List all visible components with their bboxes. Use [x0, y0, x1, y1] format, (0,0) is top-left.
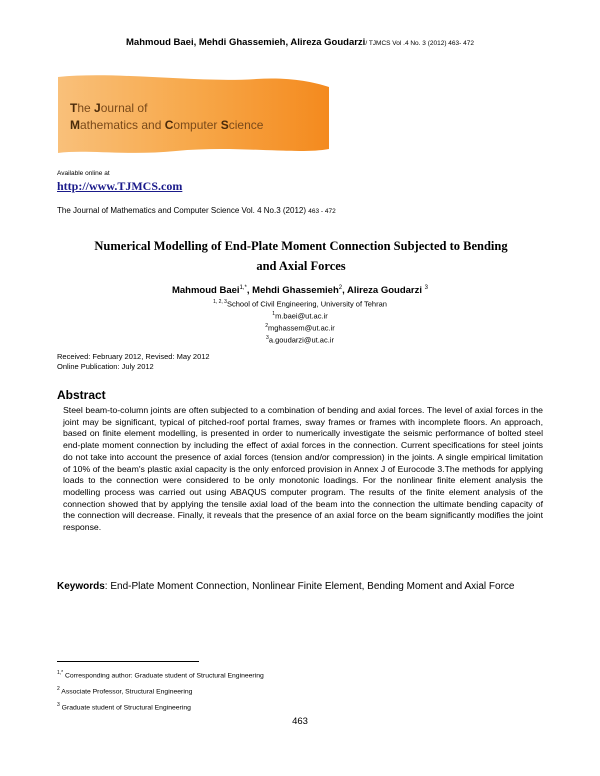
paper-title: [60, 236, 542, 276]
page-number: 463: [292, 716, 308, 727]
abstract-body: Steel beam-to-column joints are often subjected to a combination of bending and axial forces. The level of axial forces in the joint may be significant, typical of pitched-roof portal frames, sway frames or frames with incomplete floors. An approach, based on finite element modelling, is presented in order to numerically investigate the seismic performance of bolted steel end-plate moment connection by including the effect of axial forces in the connection. Current specifications for steel joints do not take into account the presence of axial forces (tension and/or compression) in the joints. A single empirical limitation of 10% of the beam's plastic axial capacity is the only enforced provision in Annex J of Eurocode 3.The methods for applying loads to the connection were considered to be only monotonic loadings. For the nonlinear finite element analysis the modelling process was carried out using ABAQUS computer program. The results of the finite element analysis of the connection showed that by applying the tensile axial load of the beam into the connection the ultimate bending capacity of the connection will decrease. Finally, it reveals that the presence of an axial force on the beam significantly modifies the joint response.: [63, 405, 543, 533]
author-1: Mahmoud Baei: [171, 285, 240, 297]
paper-title-line2: and Axial Forces: [256, 259, 346, 273]
journal-url-link[interactable]: http://www.TJMCS.com: [57, 179, 183, 193]
affiliation: $^{1, 2, 3}$School of Civil Engineering, University of Tehran: [213, 299, 387, 309]
author-3: Alireza Goudarzi: [347, 285, 423, 297]
running-head-authors: Mahmoud Baei, Mehdi Ghassemieh, Alireza Goudarzi: [126, 37, 366, 48]
keywords-label: Keywords: [57, 581, 105, 592]
journal-name-line1: The Journal of: [70, 101, 148, 115]
footnote: $^2$ Associate Professor, Structural Engineering: [57, 685, 193, 696]
author-1-sup: 1,*: [239, 285, 247, 291]
author-3-sup: 3: [424, 285, 428, 291]
email-3: $^3$a.goudarzi@ut.ac.ir: [266, 335, 334, 345]
footnote-rule: [57, 661, 199, 662]
journal-citation-text: The Journal of Mathematics and Computer Science Vol. 4 No.3 (2012): [57, 206, 307, 215]
author-list: Mahmoud Baei$^{1,*}$, Mehdi Ghassemieh$^2$, Alireza Goudarzi $^3$: [171, 285, 428, 297]
author-2: Mehdi Ghassemieh: [252, 285, 339, 297]
paper-title-line1: Numerical Modelling of End-Plate Moment Connection Subjected to Bending: [94, 239, 508, 253]
email-1: $^1$m.baei@ut.ac.ir: [272, 311, 328, 321]
journal-citation-pages: 463 - 472: [308, 208, 336, 215]
running-head: [0, 37, 600, 48]
author-2-sup: 2: [338, 285, 343, 291]
keywords: [57, 579, 547, 594]
received-date: Received: February 2012, Revised: May 2012: [57, 352, 210, 361]
journal-citation-line: [57, 206, 336, 215]
keywords-text: : End-Plate Moment Connection, Nonlinear Finite Element, Bending Moment and Axial Force: [104, 581, 515, 592]
footnote: $^{1,*}$ Corresponding author: Graduate student of Structural Engineering: [57, 670, 264, 680]
footnotes: [57, 667, 264, 714]
online-date: Online Publication: July 2012: [57, 361, 154, 371]
available-online-label: Available online at: [57, 170, 110, 177]
running-head-info: / TJMCS Vol .4 No. 3 (2012) 463- 472: [365, 40, 474, 47]
publication-dates: [57, 352, 210, 371]
journal-name-line2: Mathematics and Computer Science: [70, 118, 264, 132]
footnote: $^3$ Graduate student of Structural Engineering: [57, 701, 191, 711]
abstract-heading: Abstract: [57, 388, 106, 402]
email-2: $^2$mghassem@ut.ac.ir: [265, 323, 335, 333]
journal-banner: [56, 73, 331, 156]
journal-name: [70, 100, 263, 134]
